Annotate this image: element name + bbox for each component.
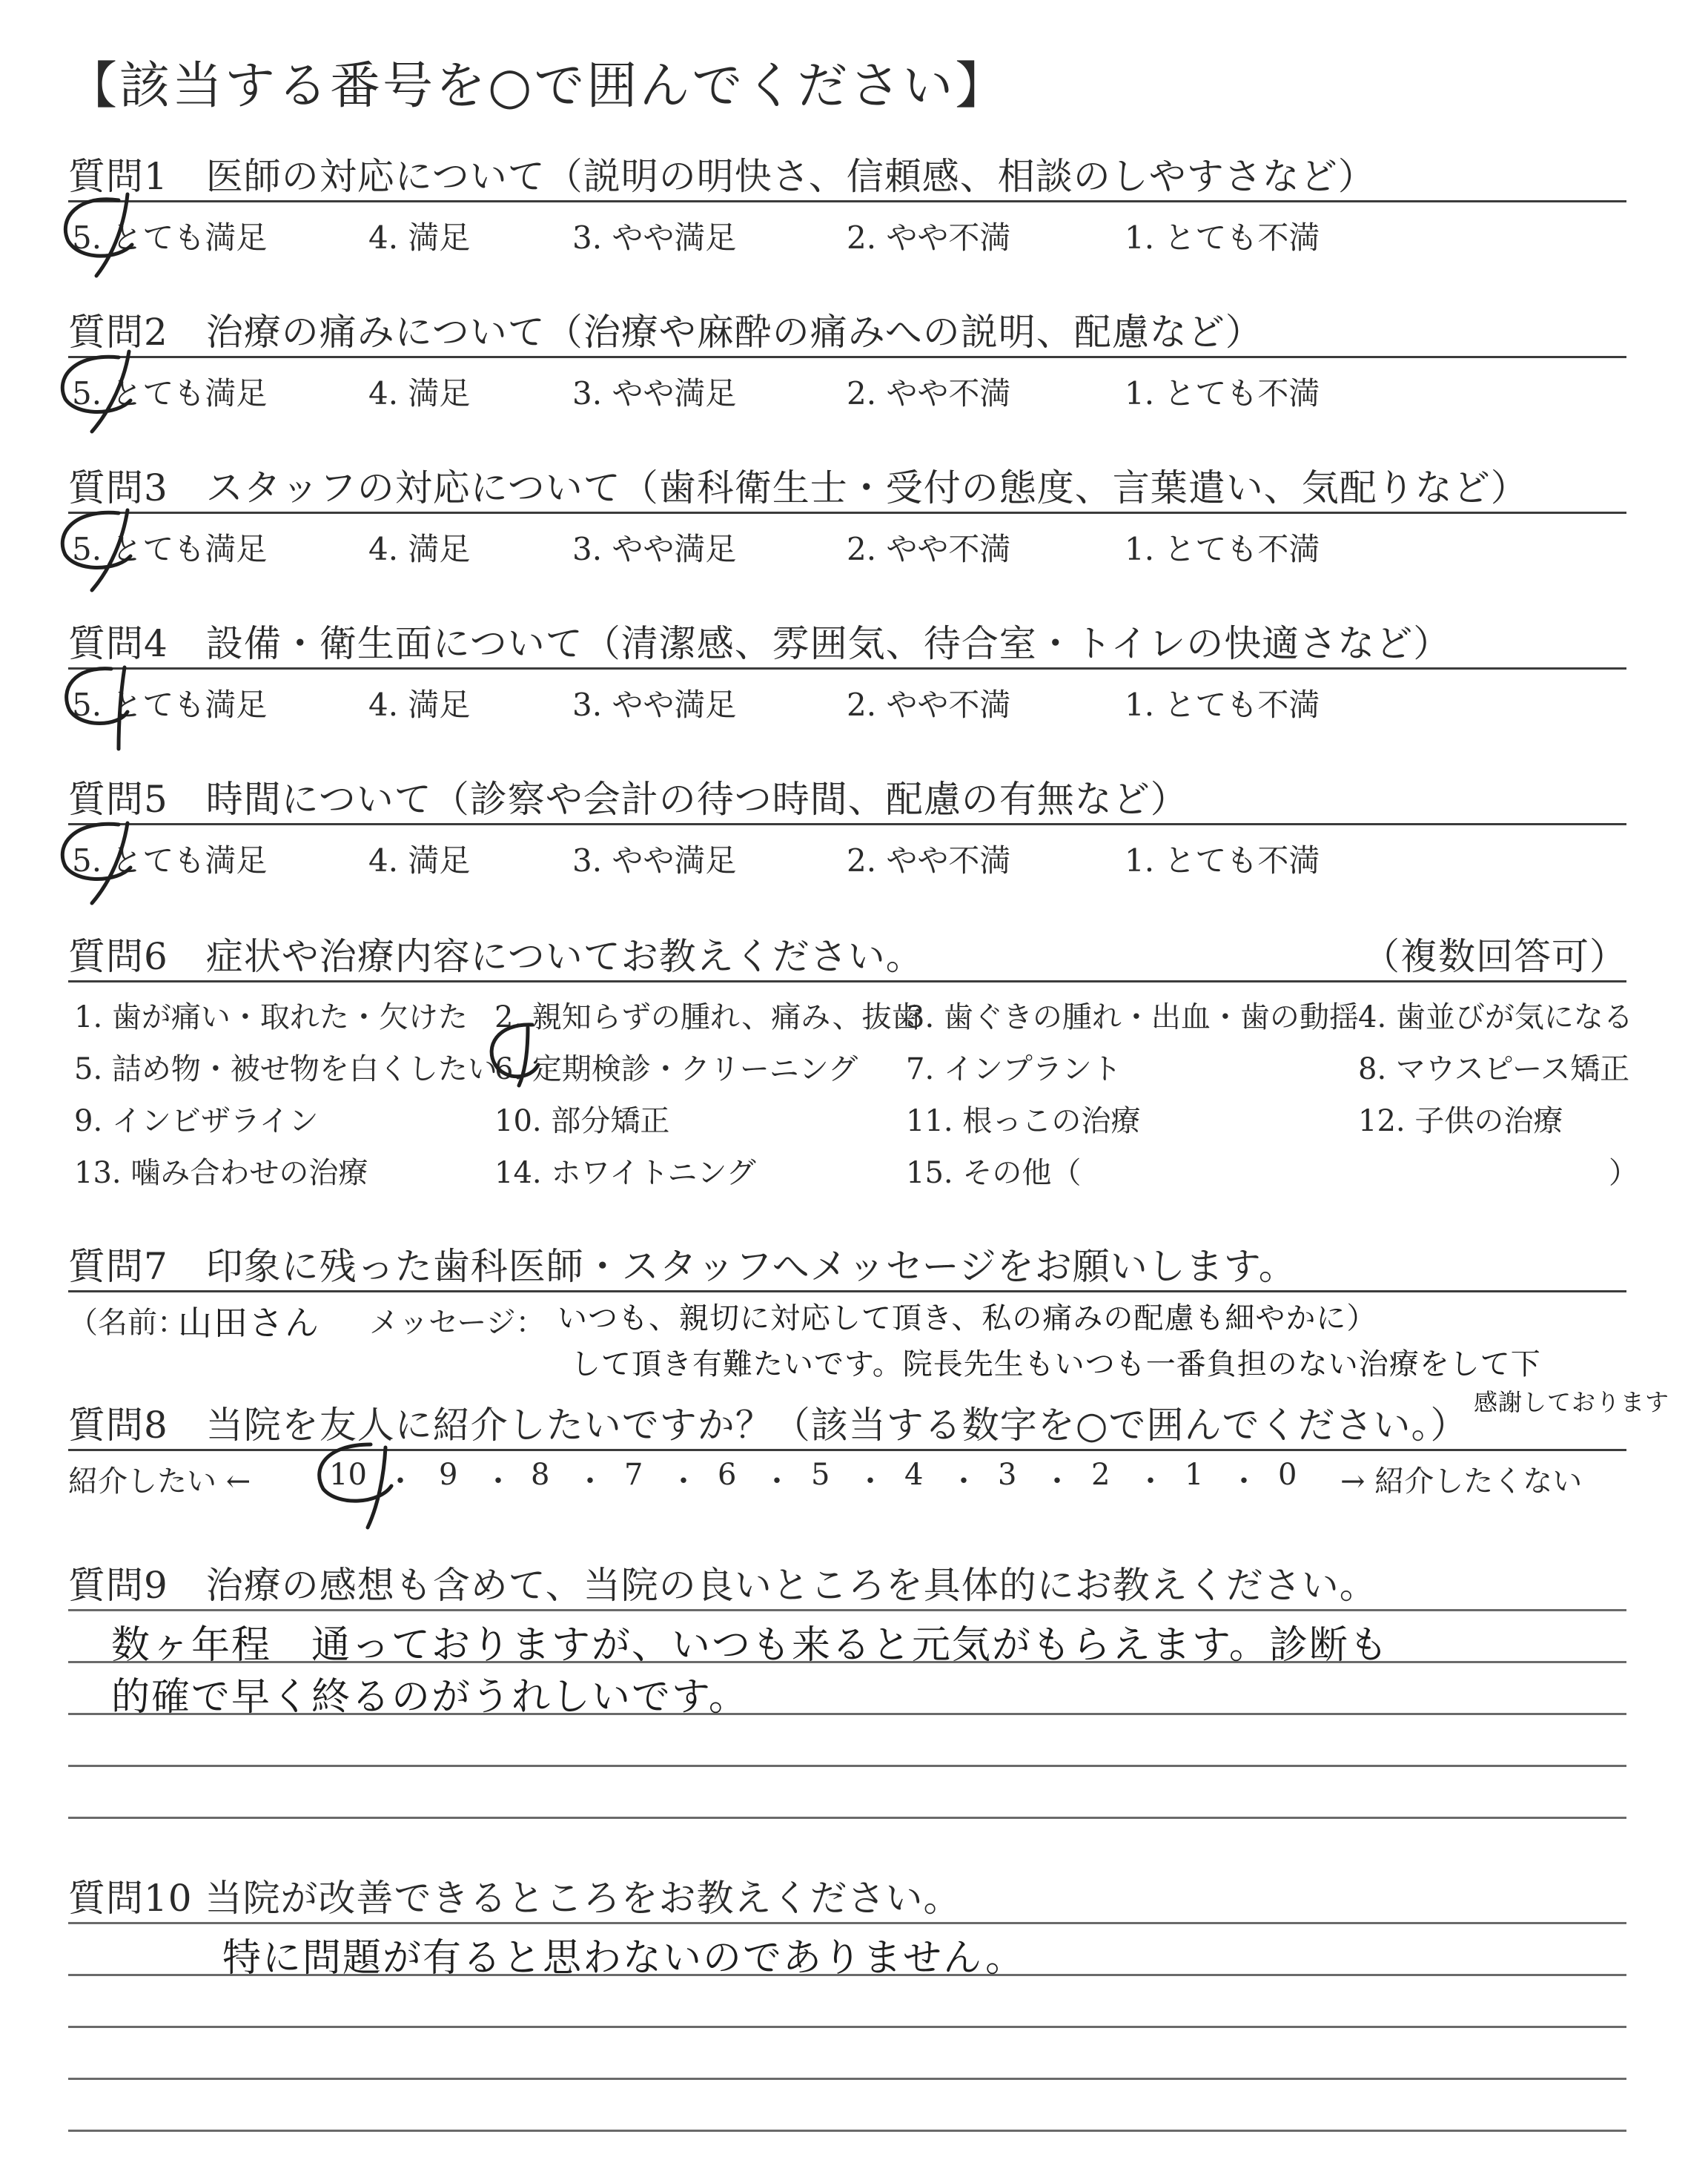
q9-answer-line-2[interactable]: 的確で早く終るのがうれしいです。 [111, 1675, 749, 1720]
q5-rule [68, 823, 1626, 825]
q6-option-2[interactable]: 2. 親知らずの腫れ、痛み、抜歯 [494, 1000, 921, 1034]
q2-option-4[interactable]: 4. 満足 [368, 375, 471, 412]
q4-option-4[interactable]: 4. 満足 [368, 687, 471, 723]
q9-line-4 [68, 1765, 1626, 1767]
q6-note: （複数回答可） [1363, 935, 1627, 978]
q8-scale-row: 紹介したい ← 10 ・ 9 ・ 8 ・ 7 ・ 6 ・ 5 ・ 4 ・ 3 ・ 2 ・ 1 ・ 0 → 紹介したくない [68, 1458, 1583, 1499]
q8-scale-1[interactable]: 1 [1185, 1458, 1204, 1492]
q3-option-3[interactable]: 3. やや満足 [572, 531, 737, 567]
q6-option-9[interactable]: 9. インビザライン [74, 1104, 319, 1138]
q8-scale-3[interactable]: 3 [998, 1458, 1017, 1492]
q6-title: 質問6 症状や治療内容についてお教えください。 [68, 935, 924, 978]
q2-option-3[interactable]: 3. やや満足 [572, 375, 737, 412]
q4-option-5[interactable]: 5. とても満足 [72, 687, 268, 723]
q10-line-1 [68, 1922, 1626, 1924]
q2-options [0, 369, 1708, 414]
q3-rule [68, 512, 1626, 514]
q1-option-1[interactable]: 1. とても不満 [1125, 219, 1320, 256]
q3-option-2[interactable]: 2. やや不満 [847, 531, 1011, 567]
q10-line-5 [68, 2130, 1626, 2132]
q2-option-5[interactable]: 5. とても満足 [72, 375, 268, 412]
q5-title: 質問5 時間について（診察や会計の待つ時間、配慮の有無など） [68, 778, 1188, 821]
q3-option-1[interactable]: 1. とても不満 [1125, 531, 1320, 567]
q1-option-4[interactable]: 4. 満足 [368, 219, 471, 256]
q1-rule [68, 200, 1626, 202]
q7-message-label: メッセージ： [369, 1306, 546, 1340]
q3-options [0, 525, 1708, 569]
q8-scale-6[interactable]: 6 [718, 1458, 737, 1492]
q8-scale-8[interactable]: 8 [531, 1458, 550, 1492]
q6-option-12[interactable]: 12. 子供の治療 [1358, 1104, 1563, 1138]
q5-option-5[interactable]: 5. とても満足 [72, 842, 268, 879]
q3-option-5[interactable]: 5. とても満足 [72, 531, 268, 567]
q8-right-label: → 紹介したくない [1340, 1464, 1583, 1499]
q8-scale-4[interactable]: 4 [904, 1458, 924, 1492]
q6-option-15[interactable]: 15. その他（ [906, 1156, 1082, 1190]
q6-option-14[interactable]: 14. ホワイトニング [494, 1156, 756, 1190]
q4-option-1[interactable]: 1. とても不満 [1125, 687, 1320, 723]
q7-message-line-2[interactable]: して頂き有難たいです。院長先生もいつも一番負担のない治療をして下 [571, 1347, 1541, 1381]
q4-option-3[interactable]: 3. やや満足 [572, 687, 737, 723]
q5-option-1[interactable]: 1. とても不満 [1125, 842, 1320, 879]
q6-rule [68, 980, 1626, 982]
q7-title: 質問7 印象に残った歯科医師・スタッフへメッセージをお願いします。 [68, 1245, 1297, 1288]
q6-option-7[interactable]: 7. インプラント [906, 1052, 1122, 1086]
q10-line-3 [68, 2026, 1626, 2028]
q6-option-4[interactable]: 4. 歯並びが気になる [1358, 1000, 1633, 1034]
q8-rule [68, 1449, 1626, 1451]
q8-scale-10[interactable]: 10 [329, 1458, 367, 1492]
q7-name-label: （名前： [68, 1306, 187, 1340]
q4-options [0, 681, 1708, 725]
q3-option-4[interactable]: 4. 満足 [368, 531, 471, 567]
q4-rule [68, 667, 1626, 670]
q9-title: 質問9 治療の感想も含めて、当院の良いところを具体的にお教えください。 [68, 1564, 1377, 1607]
q5-options [0, 836, 1708, 881]
q5-option-4[interactable]: 4. 満足 [368, 842, 471, 879]
q8-left-label: 紹介したい ← [68, 1464, 251, 1499]
q8-scale-2[interactable]: 2 [1091, 1458, 1110, 1492]
q10-answer-line-1[interactable]: 特に問題が有ると思わないのでありません。 [222, 1936, 1026, 1981]
q9-answer-line-1[interactable]: 数ヶ年程 通っておりますが、いつも来ると元気がもらえます。診断も [111, 1623, 1389, 1668]
q6-option-13[interactable]: 13. 噛み合わせの治療 [74, 1156, 368, 1190]
q3-title: 質問3 スタッフの対応について（歯科衛生士・受付の態度、言葉遣い、気配りなど） [68, 466, 1529, 509]
q1-option-5[interactable]: 5. とても満足 [72, 219, 268, 256]
q8-title: 質問8 当院を友人に紹介したいですか？（該当する数字を○で囲んでください。） [68, 1404, 1469, 1447]
q10-line-4 [68, 2078, 1626, 2080]
q2-title: 質問2 治療の痛みについて（治療や麻酔の痛みへの説明、配慮など） [68, 311, 1263, 354]
q8-scale-5[interactable]: 5 [811, 1458, 830, 1492]
q4-title: 質問4 設備・衛生面について（清潔感、雰囲気、待合室・トイレの快適さなど） [68, 622, 1452, 665]
q1-option-2[interactable]: 2. やや不満 [847, 219, 1011, 256]
q2-option-1[interactable]: 1. とても不満 [1125, 375, 1320, 412]
q7-rule [68, 1290, 1626, 1292]
q5-option-3[interactable]: 3. やや満足 [572, 842, 737, 879]
q7-message-line-3[interactable]: 感謝しております [1474, 1388, 1670, 1416]
q2-rule [68, 356, 1626, 358]
q7-message-line-1[interactable]: いつも、親切に対応して頂き、私の痛みの配慮も細やかに） [557, 1301, 1377, 1335]
q2-option-2[interactable]: 2. やや不満 [847, 375, 1011, 412]
q8-scale-7[interactable]: 7 [624, 1458, 643, 1492]
form-header: 【該当する番号を○で囲んでください】 [67, 57, 1008, 116]
q9-line-1 [68, 1609, 1626, 1611]
q1-options [0, 214, 1708, 258]
q6-options-grid [0, 994, 1708, 1201]
q6-option-6[interactable]: 6. 定期検診・クリーニング [494, 1052, 858, 1086]
q10-title: 質問10 当院が改善できるところをお教えください。 [68, 1877, 961, 1920]
q8-scale-0[interactable]: 0 [1278, 1458, 1297, 1492]
q6-option-11[interactable]: 11. 根っこの治療 [906, 1104, 1141, 1138]
q6-option-8[interactable]: 8. マウスピース矯正 [1358, 1052, 1630, 1086]
q6-option-5[interactable]: 5. 詰め物・被せ物を白くしたい [74, 1052, 497, 1086]
q4-option-2[interactable]: 2. やや不満 [847, 687, 1011, 723]
q8-scale-9[interactable]: 9 [439, 1458, 458, 1492]
q1-option-3[interactable]: 3. やや満足 [572, 219, 737, 256]
q1-title: 質問1 医師の対応について（説明の明快さ、信頼感、相談のしやすさなど） [68, 155, 1376, 198]
q6-option-1[interactable]: 1. 歯が痛い・取れた・欠けた [74, 1000, 468, 1034]
q6-option-3[interactable]: 3. 歯ぐきの腫れ・出血・歯の動揺 [906, 1000, 1359, 1034]
q6-option-15-close: ） [1609, 1156, 1638, 1190]
q6-option-10[interactable]: 10. 部分矯正 [494, 1104, 670, 1138]
q9-line-5 [68, 1817, 1626, 1819]
q7-name-value[interactable]: 山田さん [178, 1303, 320, 1343]
q5-option-2[interactable]: 2. やや不満 [847, 842, 1011, 879]
